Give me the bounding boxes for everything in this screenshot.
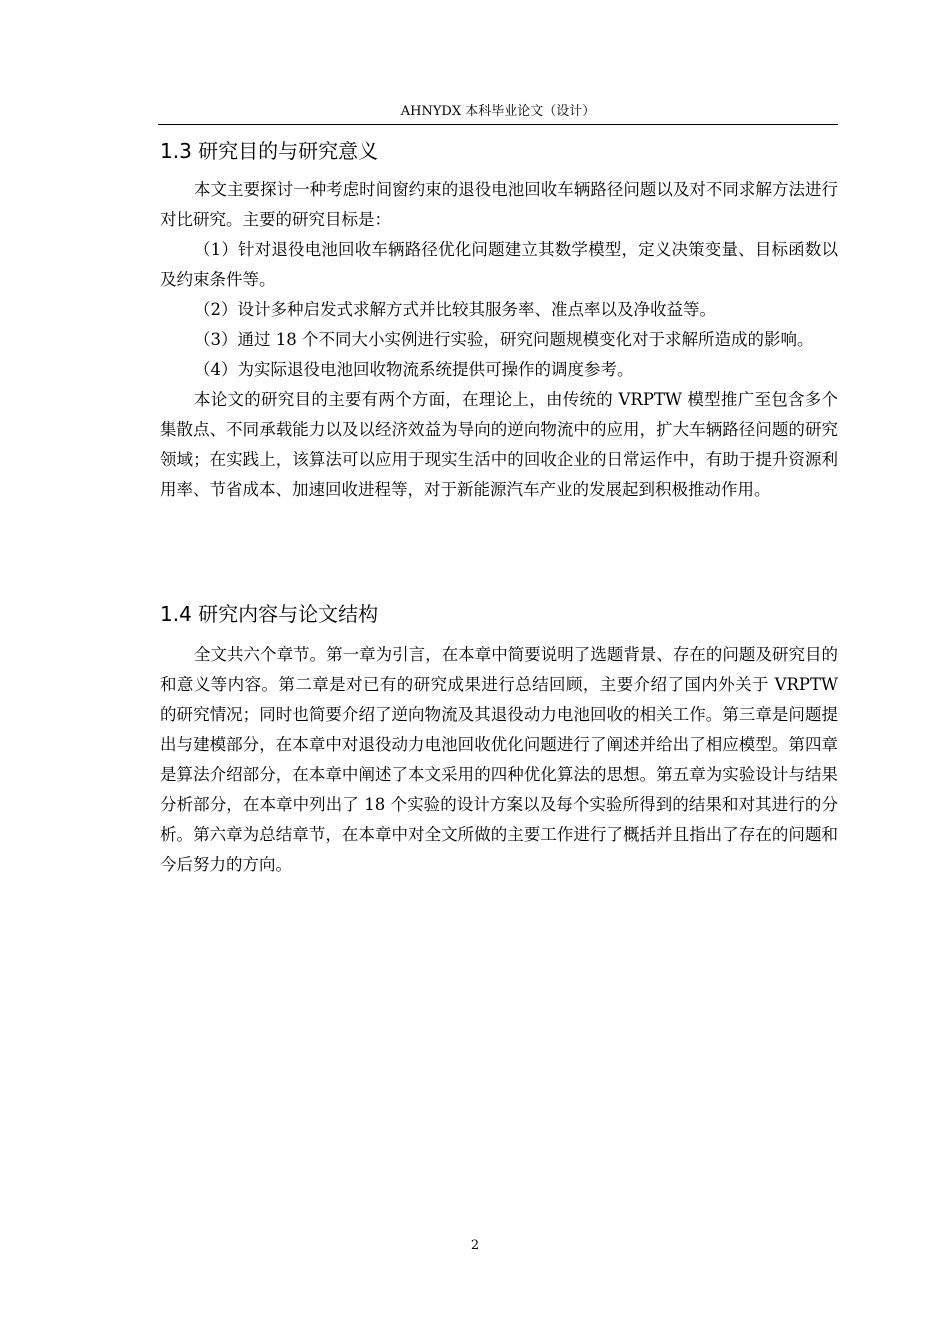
section-heading-1-4: 1.4 研究内容与论文结构 <box>160 602 379 626</box>
goal-item-2: （2）设计多种启发式求解方式并比较其服务率、准点率以及净收益等。 <box>194 300 716 319</box>
section-heading-1-3: 1.3 研究目的与研究意义 <box>160 139 379 163</box>
intro-paragraph: 本文主要探讨一种考虑时间窗约束的退役电池回收车辆路径问题以及对不同求解方法进行对比研究。主要的研究目标是： <box>160 180 838 229</box>
significance-paragraph: 本论文的研究目的主要有两个方面，在理论上，由传统的 VRPTW 模型推广至包含多个集散点、不同承载能力以及以经济效益为导向的逆向物流中的应用，扩大车辆路径问题的研究领域；在实践上，该算法可以应用于现实生活中的回收企业的日常运作中，有助于提升资源利用率、节省成本、加速回收进程等，对于新能源汽车产业的发展起到积极推动作用。 <box>160 390 838 499</box>
section-body-1-4 <box>160 640 838 880</box>
goal-item-3: （3）通过 18 个不同大小实例进行实验，研究问题规模变化对于求解所造成的影响。 <box>194 330 814 349</box>
page-number: 2 <box>470 1238 480 1253</box>
goal-item-1: （1）针对退役电池回收车辆路径优化问题建立其数学模型，定义决策变量、目标函数以及约束条件等。 <box>160 240 838 289</box>
section-body-1-3 <box>160 175 838 505</box>
goal-item-4: （4）为实际退役电池回收物流系统提供可操作的调度参考。 <box>194 360 634 379</box>
structure-paragraph: 全文共六个章节。第一章为引言，在本章中简要说明了选题背景、存在的问题及研究目的和意义等内容。第二章是对已有的研究成果进行总结回顾，主要介绍了国内外关于 VRPTW 的研究情况；同时也简要介绍了逆向物流及其退役动力电池回收的相关工作。第三章是问题提出与建模部分，在本章中对退役动力电池回收优化问题进行了阐述并给出了相应模型。第四章是算法介绍部分，在本章中阐述了本文采用的四种优化算法的思想。第五章为实验设计与结果分析部分，在本章中列出了 18 个实验的设计方案以及每个实验所得到的结果和对其进行的分析。第六章为总结章节，在本章中对全文所做的主要工作进行了概括并且指出了存在的问题和今后努力的方向。 <box>160 645 838 874</box>
running-header: AHNYDX 本科毕业论文（设计） <box>158 104 838 125</box>
